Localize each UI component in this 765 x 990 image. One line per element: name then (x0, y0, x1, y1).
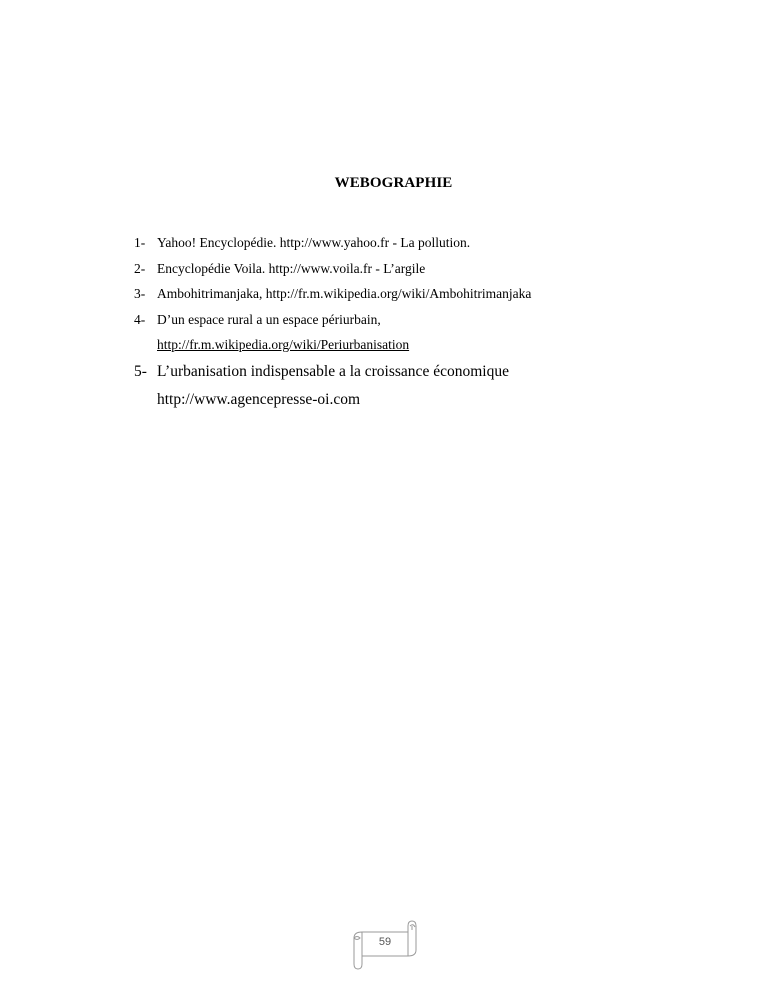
reference-item-2 (134, 256, 531, 282)
reference-text: Encyclopédie Voila. http://www.voila.fr - L’argile (157, 260, 426, 276)
reference-item-4 (134, 307, 531, 358)
reference-text: D’un espace rural a un espace périurbain, (157, 311, 381, 327)
reference-number: 3- (134, 286, 146, 301)
reference-number: 1- (134, 235, 146, 250)
reference-text: Ambohitrimanjaka, http://fr.m.wikipedia.org/wiki/Ambohitrimanjaka (157, 286, 532, 301)
reference-number: 4- (134, 311, 146, 327)
page-number: 59 (378, 936, 392, 948)
reference-text: L’urbanisation indispensable a la croissance économique (157, 362, 509, 380)
reference-url: http://www.agencepresse-oi.com (157, 390, 361, 408)
reference-list (134, 230, 531, 414)
reference-item-3 (134, 281, 531, 307)
reference-text: Yahoo! Encyclopédie. http://www.yahoo.fr - La pollution. (157, 235, 471, 250)
reference-link[interactable]: http://fr.m.wikipedia.org/wiki/Periurbanisation (157, 337, 410, 352)
reference-number: 5- (134, 362, 147, 380)
page-title: WEBOGRAPHIE (334, 175, 453, 191)
reference-item-5 (134, 358, 531, 414)
reference-item-1 (134, 230, 531, 256)
reference-number: 2- (134, 260, 146, 276)
